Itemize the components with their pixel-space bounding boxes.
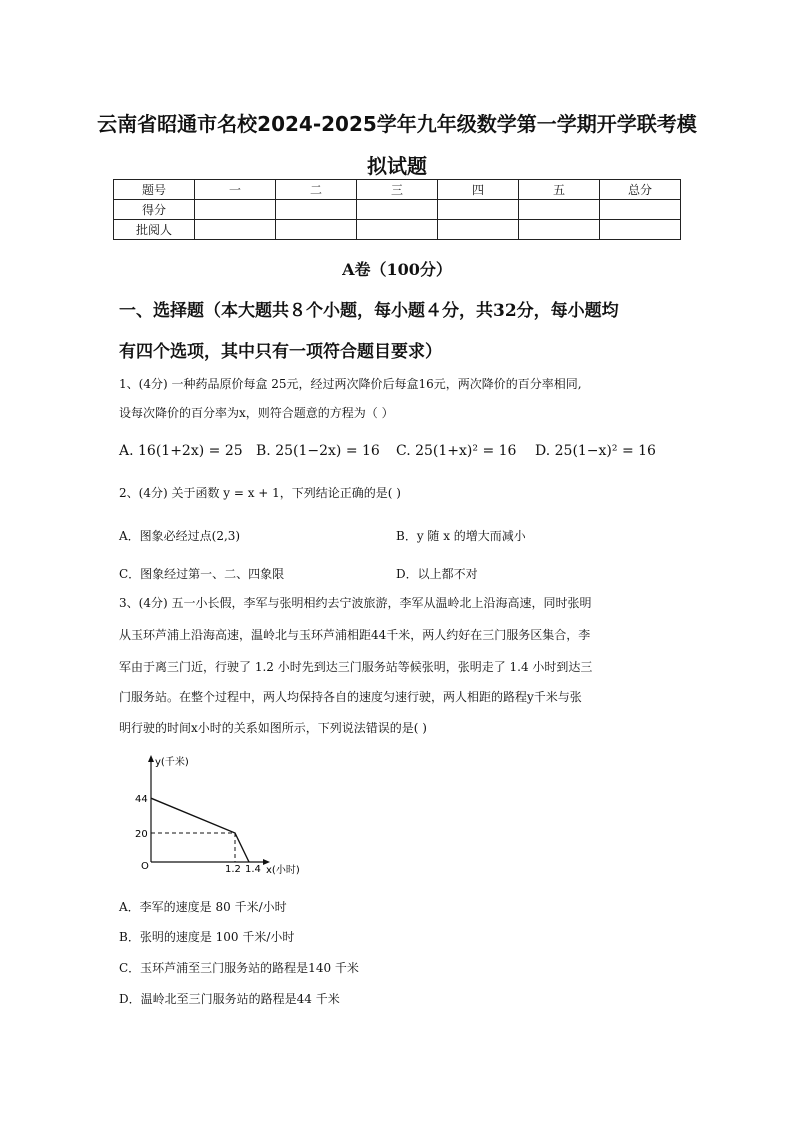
score-cell[interactable] [357,200,438,220]
graph-x-tick-1-2: 1.2 [225,864,241,875]
reviewer-cell[interactable] [600,220,681,240]
reviewer-cell[interactable] [276,220,357,240]
section-a-heading: A卷（100分） [342,260,452,279]
q2-option-b[interactable]: B．y 随 x 的增大而减小 [396,529,526,543]
q2-option-c[interactable]: C．图象经过第一、二、四象限 [119,567,285,581]
reviewer-row [114,220,681,240]
graph-y-axis-label: y(千米) [155,757,189,768]
q3-stem-line5: 明行驶的时间x小时的关系如图所示，下列说法错误的是( ) [119,721,427,735]
graph-y-tick-44: 44 [135,794,148,806]
q1-option-c[interactable]: C. 25(1+x)² = 16 [396,443,517,459]
q1-option-d[interactable]: D. 25(1−x)² = 16 [535,443,656,459]
q3-option-c[interactable]: C．玉环芦浦至三门服务站的路程是140 千米 [119,961,359,975]
q1-stem-line2: 设每次降价的百分率为x，则符合题意的方程为（ ） [119,406,394,420]
score-table [113,179,681,240]
reviewer-row-label: 批阅人 [114,220,195,240]
q3-stem-line4: 门服务站。在整个过程中，两人均保持各自的速度匀速行驶，两人相距的路程y千米与张 [119,690,582,704]
reviewer-cell[interactable] [195,220,276,240]
score-header-cell: 一 [195,180,276,200]
score-header-cell: 四 [438,180,519,200]
score-header-cell: 总分 [600,180,681,200]
q2-option-a[interactable]: A．图象必经过点(2,3) [119,529,241,543]
graph-x-axis-label: x(小时) [266,865,300,876]
graph-origin-label: O [141,861,149,872]
score-cell[interactable] [600,200,681,220]
exam-title-line1: 云南省昭通市名校2024-2025学年九年级数学第一学期开学联考模 [97,112,697,136]
section-one-heading-line2: 有四个选项，其中只有一项符合题目要求） [119,342,442,362]
score-cell[interactable] [276,200,357,220]
reviewer-cell[interactable] [438,220,519,240]
score-cell[interactable] [519,200,600,220]
score-row-label: 得分 [114,200,195,220]
q3-stem-line3: 军由于离三门近，行驶了 1.2 小时先到达三门服务站等候张明，张明走了 1.4 小时到达三 [119,660,593,674]
q3-option-a[interactable]: A．李军的速度是 80 千米/小时 [119,900,287,914]
graph-y-tick-20: 20 [135,829,148,840]
score-table-header-row [114,180,681,200]
score-header-cell: 三 [357,180,438,200]
q2-stem: 2、(4分) 关于函数 y = x + 1，下列结论正确的是( ) [119,486,401,500]
q2-option-d[interactable]: D．以上都不对 [396,567,478,581]
graph-y-arrow [148,755,154,762]
q3-stem-line1: 3、(4分) 五一小长假，李军与张明相约去宁波旅游，李军从温岭北上沿海高速，同时张明 [119,596,592,610]
reviewer-cell[interactable] [357,220,438,240]
q1-stem-line1: 1、(4分) 一种药品原价每盒 25元，经过两次降价后每盒16元，两次降价的百分率相同, [119,377,582,391]
graph-x-tick-1-4: 1.4 [245,864,261,875]
reviewer-cell[interactable] [519,220,600,240]
exam-title-line2: 拟试题 [367,154,427,178]
score-cell[interactable] [195,200,276,220]
score-header-cell: 五 [519,180,600,200]
score-row [114,200,681,220]
q1-option-b[interactable]: B. 25(1−2x) = 16 [256,443,380,459]
score-header-cell: 题号 [114,180,195,200]
score-header-cell: 二 [276,180,357,200]
q3-stem-line2: 从玉环芦浦上沿海高速，温岭北与玉环芦浦相距44千米，两人约好在三门服务区集合，李 [119,628,591,642]
q3-option-b[interactable]: B．张明的速度是 100 千米/小时 [119,930,295,944]
section-one-heading-line1: 一、选择题（本大题共８个小题，每小题４分，共32分，每小题均 [119,301,619,321]
q3-option-d[interactable]: D．温岭北至三门服务站的路程是44 千米 [119,992,340,1006]
q1-option-a[interactable]: A. 16(1+2x) = 25 [119,443,243,459]
distance-time-graph [120,752,310,877]
graph-data-line [151,798,249,862]
score-cell[interactable] [438,200,519,220]
